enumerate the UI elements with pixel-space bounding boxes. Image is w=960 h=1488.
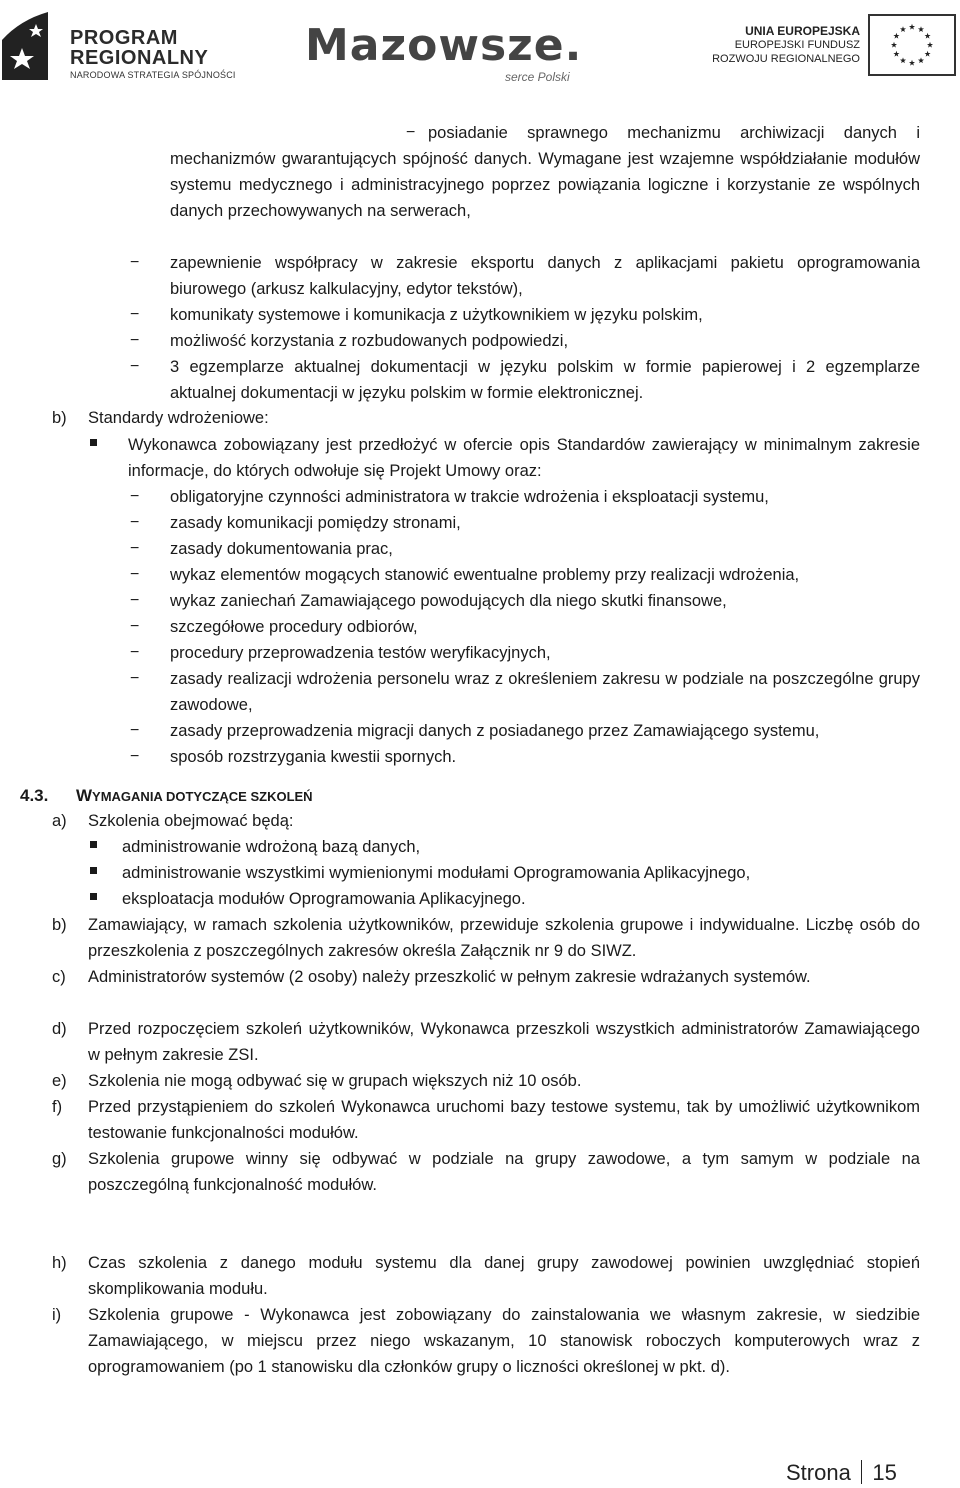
eu-star-icon: [900, 57, 906, 63]
mazowsze-subtitle: serce Polski: [505, 70, 570, 84]
square-bullet-icon: [90, 841, 97, 848]
list-item: zasady komunikacji pomiędzy stronami,: [170, 514, 461, 532]
square-bullet-icon: [90, 893, 97, 900]
list-item: możliwość korzystania z rozbudowanych podpowiedzi,: [170, 332, 569, 350]
list-item: posiadanie sprawnego mechanizmu archiwizacji danych i mechanizmów gwarantujących spójność danych. Wymagane jest wzajemne współdziałanie modułów systemu medycznego i administracyjnego poprzez powiązania logiczne i korzystanie ze wspólnych danych przechowywanych na serwerach,: [170, 124, 920, 220]
dash-marker: −: [130, 540, 140, 557]
dash-marker: −: [130, 644, 140, 661]
eu-star-icon: [893, 33, 899, 39]
item-text: Przed rozpoczęciem szkoleń użytkowników, Wykonawca przeszkoli wszystkich administratorów Zamawiającego w pełnym zakresie ZSI.: [88, 1020, 920, 1064]
dash-marker: −: [130, 748, 140, 765]
eu-star-icon: [909, 24, 915, 30]
section-title: [76, 783, 313, 810]
square-bullet-icon: [90, 867, 97, 874]
dash-marker: −: [130, 618, 140, 635]
list-item: zasady dokumentowania prac,: [170, 540, 393, 558]
section-b-title: Standardy wdrożeniowe:: [88, 409, 269, 427]
page-footer: [786, 1458, 897, 1488]
section-title-rest: YMAGANIA DOTYCZĄCE SZKOLEŃ: [92, 789, 313, 804]
list-item: administrowanie wszystkimi wymienionymi modułami Oprogramowania Aplikacyjnego,: [122, 864, 751, 882]
item-text: Czas szkolenia z danego modułu systemu dla danej grupy zawodowej powinien uwzględniać stopień skomplikowania modułu.: [88, 1254, 920, 1298]
eu-star-icon: [893, 51, 899, 57]
list-item: wykaz zaniechań Zamawiającego powodujących dla niego skutki finansowe,: [170, 592, 727, 610]
item-letter: g): [52, 1150, 67, 1168]
item-letter: c): [52, 968, 66, 986]
list-item: eksploatacja modułów Oprogramowania Aplikacyjnego.: [122, 890, 526, 908]
item-letter: d): [52, 1020, 67, 1038]
list-item: zasady realizacji wdrożenia personelu wraz z określeniem zakresu w podziale na poszczególne grupy zawodowe,: [170, 670, 920, 714]
page-number: 15: [872, 1460, 897, 1485]
dash-marker: −: [130, 306, 140, 323]
item-text: Administratorów systemów (2 osoby) należy przeszkolić w pełnym zakresie wdrażanych systemów.: [88, 968, 811, 986]
eu-flag-icon: [868, 14, 956, 76]
list-item: zapewnienie współpracy w zakresie eksportu danych z aplikacjami pakietu oprogramowania biurowego (arkusz kalkulacyjny, edytor tekstów),: [170, 254, 920, 298]
eu-star-icon: [891, 42, 897, 48]
section-title-initial: W: [76, 786, 93, 805]
item-letter: f): [52, 1098, 63, 1116]
dash-marker: −: [130, 358, 140, 375]
eu-star-icon: [925, 33, 931, 39]
item-a-letter: a): [52, 812, 67, 830]
dash-marker: −: [130, 488, 140, 505]
dash-marker: −: [130, 514, 140, 531]
strategia-line: NARODOWA STRATEGIA SPÓJNOŚCI: [70, 70, 236, 80]
item-letter: b): [52, 916, 67, 934]
item-letter: e): [52, 1072, 67, 1090]
list-item: administrowanie wdrożoną bazą danych,: [122, 838, 421, 856]
eu-star-icon: [909, 60, 915, 66]
footer-label: Strona: [786, 1460, 851, 1485]
item-text: Szkolenia grupowe winny się odbywać w podziale na grupy zawodowe, a tym samym w podziale na poszczególną funkcjonalność modułów.: [88, 1150, 920, 1194]
eu-star-icon: [900, 26, 906, 32]
dash-marker: −: [130, 332, 140, 349]
dash-marker: −: [130, 670, 140, 687]
eu-line1: UNIA EUROPEJSKA: [745, 24, 860, 38]
dash-marker: −: [130, 254, 140, 271]
list-item: szczegółowe procedury odbiorów,: [170, 618, 418, 636]
footer-separator: [861, 1460, 863, 1484]
item-text: Szkolenia nie mogą odbywać się w grupach większych niż 10 osób.: [88, 1072, 582, 1090]
mazowsze-logo: [305, 22, 605, 87]
list-item: procedury przeprowadzenia testów weryfikacyjnych,: [170, 644, 551, 662]
dash-marker: −: [130, 592, 140, 609]
list-item: wykaz elementów mogących stanowić ewentualne problemy przy realizacji wdrożenia,: [170, 566, 800, 584]
dash-marker: −: [130, 722, 140, 739]
list-item: obligatoryjne czynności administratora w trakcie wdrożenia i eksploatacji systemu,: [170, 488, 769, 506]
program-regionalny-logo: [0, 10, 250, 90]
mazowsze-wordmark: Mazowsze.: [305, 20, 583, 71]
item-letter: h): [52, 1254, 67, 1272]
item-a-text: Szkolenia obejmować będą:: [88, 812, 294, 830]
section-b-letter: b): [52, 409, 67, 427]
list-item: 3 egzemplarze aktualnej dokumentacji w języku polskim w formie papierowej i 2 egzemplarze aktualnej dokumentacji w języku polskim w formie elektronicznej.: [170, 358, 920, 402]
eu-star-icon: [918, 26, 924, 32]
program-line: PROGRAM: [70, 27, 178, 49]
eu-star-icon: [918, 57, 924, 63]
dash-marker: −: [130, 566, 140, 583]
list-item: sposób rozstrzygania kwestii spornych.: [170, 748, 457, 766]
list-item: komunikaty systemowe i komunikacja z użytkownikiem w języku polskim,: [170, 306, 703, 324]
eu-line2: EUROPEJSKI FUNDUSZ: [734, 39, 860, 51]
eu-line3: ROZWOJU REGIONALNEGO: [712, 53, 860, 65]
section-b-bullet: Wykonawca zobowiązany jest przedłożyć w ofercie opis Standardów zawierający w minimalnym zakresie informacje, do których odwołuje się Projekt Umowy oraz:: [128, 436, 920, 480]
square-bullet-icon: [90, 439, 97, 446]
page-header: [0, 0, 960, 95]
regionalny-line: REGIONALNY: [70, 47, 209, 69]
item-text: Przed przystąpieniem do szkoleń Wykonawca uruchomi bazy testowe systemu, tak by umożliwić użytkownikom testowanie funkcjonalności modułów.: [88, 1098, 920, 1142]
eu-logo: [700, 14, 960, 84]
eu-star-icon: [927, 42, 933, 48]
program-regionalny-emblem-icon: [0, 10, 64, 82]
eu-star-icon: [925, 51, 931, 57]
item-letter: i): [52, 1306, 62, 1324]
dash-marker: −: [406, 124, 416, 141]
item-text: Szkolenia grupowe - Wykonawca jest zobowiązany do zainstalowania we własnym zakresie, w siedzibie Zamawiającego, w miejscu przez niego wskazanym, 10 stanowisk roboczych komputerowych wraz z oprogramowaniem (po 1 stanowisku dla członków grupy o liczności określonej w pkt. d).: [88, 1306, 920, 1376]
section-number: 4.3.: [20, 786, 49, 805]
item-text: Zamawiający, w ramach szkolenia użytkowników, przewiduje szkolenia grupowe i indywidualne. Liczbę osób do przeszkolenia z poszczególnych zakresów określa Załącznik nr 9 do SIWZ.: [88, 916, 920, 960]
list-item: zasady przeprowadzenia migracji danych z posiadanego przez Zamawiającego systemu,: [170, 722, 820, 740]
